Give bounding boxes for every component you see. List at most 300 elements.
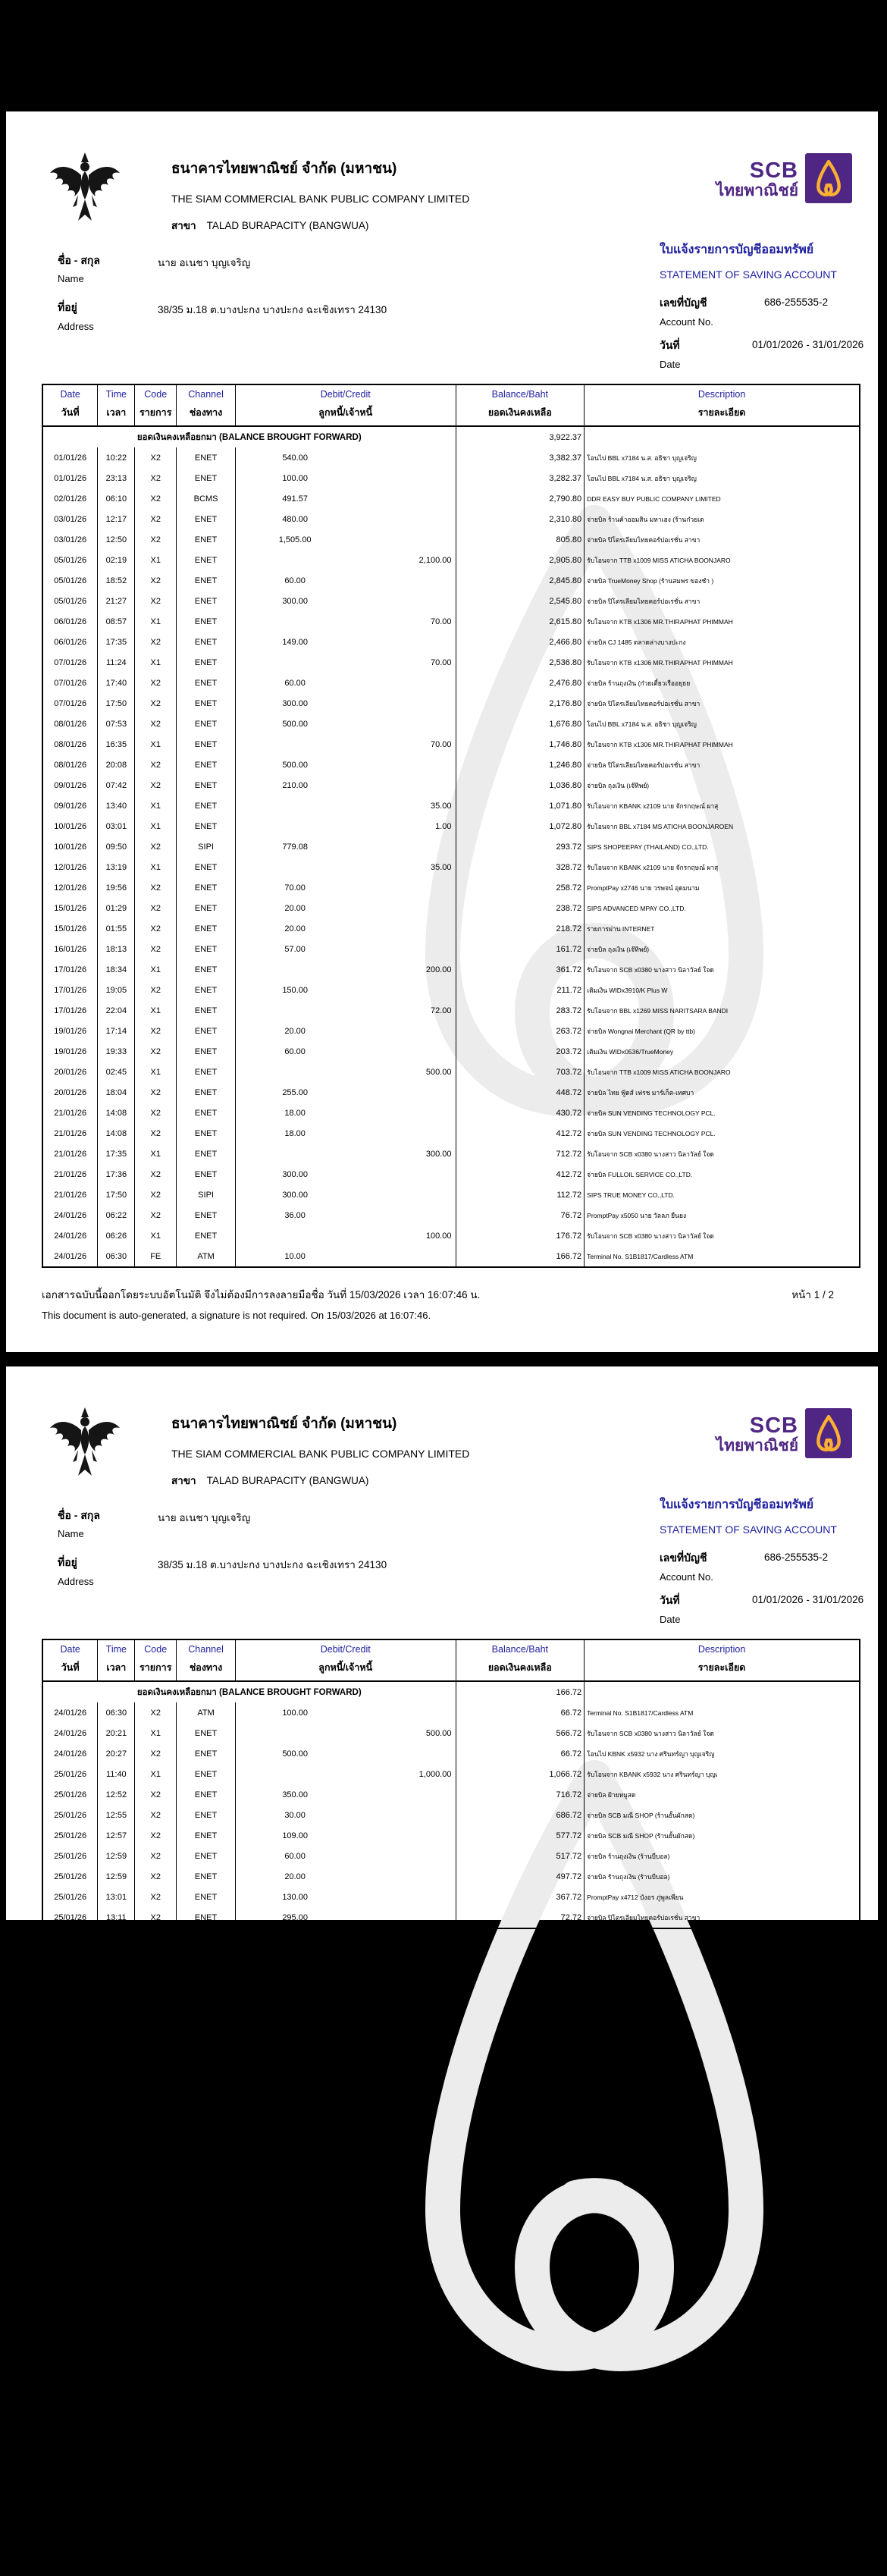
cell-balance: 2,536.80 [456,652,585,673]
cell-debit-credit [235,570,456,591]
cell-time: 01:55 [98,918,135,939]
cell-channel: ENET [177,1225,236,1246]
cell-code: X2 [135,939,177,959]
cell-date: 15/01/26 [54,924,87,933]
debit-amount [236,1068,354,1077]
account-number-label-th: เลขที่บัญชี [660,297,707,309]
cell-balance: 1,746.80 [456,734,585,755]
transaction-row [42,959,860,980]
cell-balance: 716.72 [456,1784,585,1805]
cell-channel: ENET [177,611,236,632]
cell-debit-credit [235,714,456,734]
debit-amount: 350.00 [282,1790,308,1799]
cell-description: รับโอนจาก KTB x1306 MR.THIRAPHAT PHIMMAH [585,652,860,673]
cell-code: X2 [135,673,177,693]
cell-date: 07/01/26 [54,678,87,688]
bank-name-en: THE SIAM COMMERCIAL BANK PUBLIC COMPANY LIMITED [171,1448,470,1460]
cell-debit-credit [235,529,456,550]
transaction-row [42,1041,860,1062]
debit-amount: 300.00 [282,698,308,708]
cell-code: X2 [135,1184,177,1205]
cell-date: 07/01/26 [54,698,87,708]
transaction-row [42,795,860,816]
debit-amount [236,863,354,872]
credit-amount [354,1252,455,1261]
cell-date: 24/01/26 [54,1231,87,1241]
debit-amount: 210.00 [282,780,308,790]
cell-debit-credit [235,1246,456,1267]
cell-debit-credit [235,939,456,959]
cell-debit-credit [235,1164,456,1184]
transaction-row [42,1123,860,1144]
cell-channel: ENET [177,447,236,468]
cell-channel: ENET [177,980,236,1000]
cell-code: X2 [135,1123,177,1144]
cell-date: 25/01/26 [54,1810,87,1820]
cell-time: 09:50 [98,836,135,857]
cell-channel: ENET [177,1846,236,1866]
cell-channel: ENET [177,1000,236,1021]
bank-name-th: ธนาคารไทยพาณิชย์ จำกัด (มหาชน) [171,1416,397,1432]
cell-date: 25/01/26 [54,1892,87,1902]
col-balance: Balance/Baht ยอดเงินคงเหลือ [456,384,585,426]
cell-code: X1 [135,1000,177,1021]
debit-amount [236,1232,354,1241]
credit-amount [354,638,455,647]
col-time: Time เวลา [98,1639,135,1681]
address-label-en: Address [58,321,94,332]
cell-balance: 3,382.37 [456,447,585,468]
cell-time: 12:59 [98,1866,135,1887]
cell-code: X2 [135,836,177,857]
cell-channel: ENET [177,673,236,693]
debit-amount [236,556,354,565]
cell-time: 13:19 [98,857,135,877]
debit-amount: 60.00 [284,576,306,585]
cell-debit-credit [235,1021,456,1041]
cell-date: 08/01/26 [54,739,87,749]
transaction-row [42,1225,860,1246]
page-number: หน้า 1 / 2 [791,1289,834,1301]
cell-channel: ENET [177,1164,236,1184]
cell-channel: ENET [177,1866,236,1887]
cell-channel: ENET [177,1764,236,1784]
cell-date: 07/01/26 [54,657,87,667]
cell-date: 24/01/26 [54,1251,87,1261]
account-number-label-en: Account No. [660,316,713,328]
transaction-row [42,898,860,918]
cell-channel: ENET [177,795,236,816]
table-header [42,384,860,426]
cell-code: X2 [135,1825,177,1846]
cell-balance: 293.72 [456,836,585,857]
cell-balance: 2,790.80 [456,488,585,509]
cell-time: 18:04 [98,1082,135,1103]
cell-channel: ENET [177,591,236,611]
credit-amount [354,1708,455,1718]
transaction-row [42,1000,860,1021]
debit-amount [236,822,354,831]
cell-date: 12/01/26 [54,883,87,893]
cell-channel: ENET [177,918,236,939]
cell-time: 17:36 [98,1164,135,1184]
cell-balance: 203.72 [456,1041,585,1062]
credit-amount [354,1831,455,1840]
cell-date: 20/01/26 [54,1087,87,1097]
scb-logo-text [716,160,798,199]
cell-description: รายการผ่าน INTERNET [585,918,860,939]
credit-amount [354,883,455,893]
cell-balance: 166.72 [456,1246,585,1267]
credit-amount: 2,100.00 [418,555,452,565]
credit-amount [354,515,455,524]
cell-debit-credit [235,1225,456,1246]
cell-debit-credit [235,1082,456,1103]
credit-amount [354,699,455,708]
cell-balance: 66.72 [456,1743,585,1764]
name-label-th: ชื่อ - สกุล [58,1509,100,1521]
debit-amount: 10.00 [284,1251,306,1261]
transaction-row [42,488,860,509]
debit-amount: 779.08 [282,842,308,852]
cell-code: X2 [135,1702,177,1723]
cell-channel: ENET [177,1041,236,1062]
cell-date: 05/01/26 [54,555,87,565]
balance-brought-forward-row [42,1681,860,1702]
debit-amount: 60.00 [284,1851,306,1861]
credit-amount: 500.00 [425,1728,452,1738]
cell-channel: ENET [177,468,236,488]
cell-description: รับโอนจาก KBANK x2109 นาย จักรกฤษณ์ ผาสุ [585,795,860,816]
cell-time: 19:33 [98,1041,135,1062]
bank-name-block [171,157,469,234]
cell-balance: 258.72 [456,877,585,898]
transaction-row [42,980,860,1000]
cell-debit-credit [235,1846,456,1866]
cell-code: X2 [135,1866,177,1887]
cell-description: จ่ายบิล ร้านค้าออมสิน มหาเฮง (ร้านก๋วยเต [585,509,860,529]
cell-channel: ENET [177,816,236,836]
cell-description: Terminal No. S1B1817/Cardless ATM [585,1246,860,1267]
cell-time: 13:11 [98,1907,135,1928]
credit-amount [354,679,455,688]
cell-balance: 2,310.80 [456,509,585,529]
cell-description: จ่ายบิล SCB มณี SHOP (ร้านยั้นผักสด) [585,1805,860,1825]
col-balance: Balance/Baht ยอดเงินคงเหลือ [456,1639,585,1681]
cell-description: โอนไป KBNK x5932 นาง ศรินทร์ญา บุญเจริญ [585,1743,860,1764]
credit-amount [354,597,455,606]
cell-code: X1 [135,795,177,816]
scb-leaf-icon [805,153,852,203]
credit-amount [354,1170,455,1179]
credit-amount [354,1811,455,1820]
cell-code: X2 [135,898,177,918]
cell-code: X1 [135,857,177,877]
debit-amount: 100.00 [282,1708,308,1718]
cell-debit-credit [235,1723,456,1743]
cell-description: จ่ายบิล ปิโตรเลียมไทยคอร์ปอเรชั่น สาขา [585,529,860,550]
credit-amount [354,1749,455,1759]
transaction-row [42,1723,860,1743]
cell-time: 22:04 [98,1000,135,1021]
cell-time: 10:22 [98,447,135,468]
cell-code: X2 [135,1164,177,1184]
transaction-row [42,918,860,939]
cell-code: X1 [135,1225,177,1246]
cell-time: 17:40 [98,673,135,693]
cell-code: X1 [135,1062,177,1082]
debit-amount [236,802,354,811]
transactions-table-wrap [42,1639,860,1929]
cell-time: 07:53 [98,714,135,734]
cell-debit-credit [235,1000,456,1021]
cell-code: X1 [135,959,177,980]
transaction-row [42,1866,860,1887]
debit-amount: 20.00 [284,924,306,933]
cell-debit-credit [235,1907,456,1928]
branch-value: TALAD BURAPACITY (BANGWUA) [206,220,369,231]
debit-amount [236,1150,354,1159]
date-range-value: 01/01/2026 - 31/01/2026 [752,1594,864,1605]
credit-amount [354,1852,455,1861]
cell-description: SIPS ADVANCED MPAY CO.,LTD. [585,898,860,918]
cell-debit-credit [235,1144,456,1164]
cell-debit-credit [235,918,456,939]
scb-logo-line1: SCB [749,1414,798,1438]
cell-channel: ENET [177,509,236,529]
cell-date: 21/01/26 [54,1149,87,1159]
cell-description: จ่ายบิล SUN VENDING TECHNOLOGY PCL. [585,1123,860,1144]
cell-time: 17:14 [98,1021,135,1041]
cell-channel: ENET [177,1205,236,1225]
col-channel: Channel ช่องทาง [177,384,236,426]
cell-channel: SIPI [177,836,236,857]
cell-debit-credit [235,1866,456,1887]
cell-debit-credit [235,1123,456,1144]
cell-code: X2 [135,755,177,775]
col-code: Code รายการ [135,1639,177,1681]
cell-code: X1 [135,1764,177,1784]
cell-time: 08:57 [98,611,135,632]
cell-date: 15/01/26 [54,903,87,913]
cell-time: 14:08 [98,1123,135,1144]
cell-description: จ่ายบิล TrueMoney Shop (ร้านสมพร ของชำ ) [585,570,860,591]
scb-logo-line2: ไทยพาณิชย์ [716,1436,798,1454]
cell-balance: 263.72 [456,1021,585,1041]
transaction-row [42,714,860,734]
transaction-row [42,1021,860,1041]
scb-logo-line1: SCB [749,158,798,183]
transactions-table-wrap [42,384,860,1268]
cell-time: 20:27 [98,1743,135,1764]
debit-amount: 255.00 [282,1087,308,1097]
cell-channel: ENET [177,959,236,980]
cell-time: 11:40 [98,1764,135,1784]
cell-description: รับโอนจาก KTB x1306 MR.THIRAPHAT PHIMMAH [585,611,860,632]
cell-description: จ่ายบิล ปิโตรเลียมไทยคอร์ปอเรชั่น สาขา [585,693,860,714]
name-label-th: ชื่อ - สกุล [58,254,100,266]
cell-channel: ENET [177,652,236,673]
credit-amount: 35.00 [430,862,452,872]
cell-date: 17/01/26 [54,1006,87,1015]
credit-amount [354,576,455,585]
cell-date: 25/01/26 [54,1872,87,1881]
credit-amount [354,1088,455,1097]
col-debit-credit: Debit/Credit ลูกหนี้/เจ้าหนี้ [235,384,456,426]
debit-amount: 300.00 [282,1190,308,1200]
transaction-row [42,1702,860,1723]
cell-channel: ENET [177,1103,236,1123]
cell-channel: ENET [177,1082,236,1103]
cell-channel: ATM [177,1702,236,1723]
branch-line [171,217,469,234]
cell-date: 03/01/26 [54,514,87,524]
footer-note-th: เอกสารฉบับนี้ออกโดยระบบอัตโนมัติ จึงไม่ต้องมีการลงลายมือชื่อ วันที่ 15/03/2026 เวลา 16:07:46 น. [42,2544,481,2556]
cell-time: 06:10 [98,488,135,509]
cell-balance: 412.72 [456,1123,585,1144]
transaction-row [42,1887,860,1907]
transaction-row [42,673,860,693]
cell-description: จ่ายบิล ร้านถุงเงิน (ก๋วยเตี๋ยวเรืออยุธย [585,673,860,693]
cell-code: X1 [135,550,177,570]
cell-time: 12:52 [98,1784,135,1805]
debit-amount: 18.00 [284,1108,306,1118]
cell-description: SIPS TRUE MONEY CO.,LTD. [585,1184,860,1205]
cell-debit-credit [235,755,456,775]
cell-balance: 1,036.80 [456,775,585,795]
col-date: Date วันที่ [42,1639,98,1681]
transaction-row [42,1062,860,1082]
cell-date: 25/01/26 [54,1790,87,1799]
cell-time: 11:24 [98,652,135,673]
cell-description: DDR EASY BUY PUBLIC COMPANY LIMITED [585,488,860,509]
cell-balance: 72.72 [456,1907,585,1928]
transaction-row [42,468,860,488]
cell-description: จ่ายบิล ปิโตรเลียมไทยคอร์ปอเรชั่น สาขา [585,591,860,611]
cell-time: 17:35 [98,632,135,652]
cell-time: 06:26 [98,1225,135,1246]
credit-amount [354,945,455,954]
transaction-row [42,529,860,550]
garuda-emblem [49,151,121,235]
cell-channel: ENET [177,1825,236,1846]
bf-balance: 166.72 [456,1681,585,1702]
cell-code: X2 [135,1021,177,1041]
cell-date: 02/01/26 [54,494,87,504]
transaction-row [42,1082,860,1103]
cell-code: X2 [135,1887,177,1907]
debit-amount [236,617,354,626]
cell-channel: ENET [177,898,236,918]
cell-date: 20/01/26 [54,1067,87,1077]
transactions-table [42,1639,860,1929]
cell-description: รับโอนจาก KBANK x5932 นาง ศรินทร์ญา บุญเ [585,1764,860,1784]
cell-time: 03:01 [98,816,135,836]
account-holder-address: 38/35 ม.18 ต.บางปะกง บางปะกง ฉะเชิงเทรา 24130 [158,304,387,315]
cell-debit-credit [235,1041,456,1062]
cell-time: 13:01 [98,1887,135,1907]
cell-time: 06:30 [98,1702,135,1723]
branch-label: สาขา [171,220,196,231]
cell-balance: 2,845.80 [456,570,585,591]
bf-balance: 3,922.37 [456,426,585,447]
cell-balance: 367.72 [456,1887,585,1907]
cell-debit-credit [235,488,456,509]
cell-description: Terminal No. S1B1817/Cardless ATM [585,1702,860,1723]
transaction-row [42,1103,860,1123]
cell-date: 08/01/26 [54,719,87,729]
cell-channel: ENET [177,714,236,734]
debit-amount: 540.00 [282,453,308,463]
cell-description: โอนไป BBL x7184 น.ส. อธิชา บุญเจริญ [585,468,860,488]
credit-amount [354,842,455,852]
transaction-row [42,550,860,570]
transaction-row [42,1784,860,1805]
col-time: Time เวลา [98,384,135,426]
bank-name-th: ธนาคารไทยพาณิชย์ จำกัด (มหาชน) [171,161,397,177]
credit-amount [354,720,455,729]
debit-amount: 60.00 [284,678,306,688]
credit-amount: 70.00 [430,617,452,626]
cell-date: 05/01/26 [54,576,87,585]
cell-code: X2 [135,1103,177,1123]
cell-date: 17/01/26 [54,985,87,995]
credit-amount [354,1191,455,1200]
cell-time: 12:57 [98,1825,135,1846]
cell-date: 01/01/26 [54,473,87,483]
transaction-row [42,1805,860,1825]
cell-balance: 686.72 [456,1805,585,1825]
table-header [42,1639,860,1681]
cell-time: 20:08 [98,755,135,775]
cell-date: 24/01/26 [54,1708,87,1718]
cell-channel: ENET [177,693,236,714]
cell-date: 06/01/26 [54,637,87,647]
cell-balance: 1,071.80 [456,795,585,816]
scb-logo [716,1408,852,1458]
cell-balance: 238.72 [456,898,585,918]
credit-amount: 300.00 [425,1149,452,1159]
cell-time: 12:50 [98,529,135,550]
cell-time: 01:29 [98,898,135,918]
cell-balance: 448.72 [456,1082,585,1103]
date-range-value: 01/01/2026 - 31/01/2026 [752,339,864,350]
address-label-th: ที่อยู่ [58,301,77,313]
transaction-row [42,755,860,775]
cell-description: รับโอนจาก SCB x0380 นางสาว นิลาวัลย์ ใจด [585,1225,860,1246]
credit-amount: 72.00 [430,1006,452,1015]
cell-channel: ENET [177,939,236,959]
debit-amount: 60.00 [284,1046,306,1056]
transaction-row [42,1764,860,1784]
cell-code: X2 [135,877,177,898]
cell-debit-credit [235,980,456,1000]
cell-balance: 805.80 [456,529,585,550]
cell-debit-credit [235,1743,456,1764]
transaction-row [42,775,860,795]
cell-debit-credit [235,816,456,836]
cell-debit-credit [235,857,456,877]
cell-code: X2 [135,468,177,488]
cell-balance: 1,066.72 [456,1764,585,1784]
col-debit-credit: Debit/Credit ลูกหนี้/เจ้าหนี้ [235,1639,456,1681]
debit-amount: 109.00 [282,1831,308,1840]
cell-time: 12:55 [98,1805,135,1825]
cell-channel: ENET [177,755,236,775]
cell-balance: 112.72 [456,1184,585,1205]
cell-debit-credit [235,1805,456,1825]
address-label-th: ที่อยู่ [58,1556,77,1568]
